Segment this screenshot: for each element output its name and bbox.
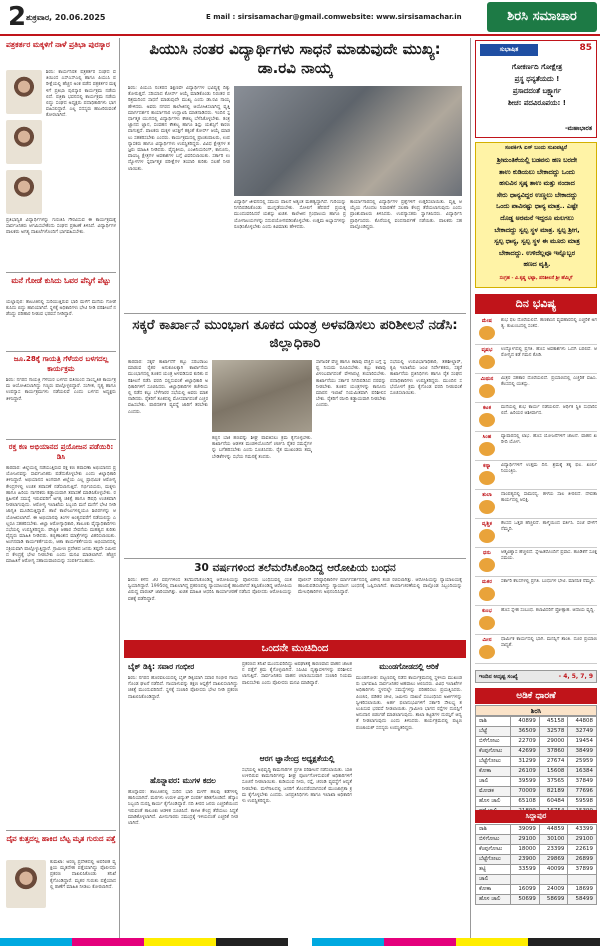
third-text-col2: ಪೊಲೀಸ್ ವರಿಷ್ಠಾಧಿಕಾರಿಗಳ ಮಾರ್ಗದರ್ಶನದಲ್ಲಿ ವಿಶೇಷ ತಂಡ ರಚಿಸಲಾಗಿತ್ತು. ಆರೋಪಿಯನ್ನು ನ್ಯಾಯಾಲಯಕ್ಕೆ ಹಾಜರುಪಡಿಸಲಾಗಿದ್ದು ನ್ಯಾಯಾಂಗ ಬಂಧನಕ್ಕೆ ಒಪ್ಪಿಸಲಾಗಿದೆ. ಕಾರ್ಯಾಚರಣೆಯಲ್ಲಿ ಪಾಲ್ಗೊಂಡ ಸಿಬ್ಬಂದಿಯನ್ನು ಮೇಲಧಿಕಾರಿಗಳು ಅಭಿನಂದಿಸಿದ್ದಾರೆ. bbox=[298, 578, 462, 596]
rate-value: 58699 bbox=[539, 895, 568, 905]
rate-variety: ರಾಶಿ bbox=[476, 717, 511, 727]
zodiac-icon bbox=[479, 645, 495, 659]
right-column bbox=[470, 38, 600, 938]
rate-value: 40099 bbox=[539, 865, 568, 875]
rate-value: 25959 bbox=[568, 757, 597, 767]
rate-value: 29100 bbox=[511, 835, 540, 845]
rate-variety: ಕೆಂಪುಗೋಟು bbox=[476, 845, 511, 855]
band-sub4: ಹೊನ್ನಾವರ: ಮುಗಳ ಕದಲ bbox=[150, 776, 216, 785]
sign-text: ಉದ್ಯೋಗದಲ್ಲಿ ಪ್ರಗತಿ. ಹೊಸ ಅವಕಾಶಗಳು ಒದಗಿ ಬರಲಿವೆ. ಆರೋಗ್ಯದ ಕಡೆ ಗಮನ ಕೊಡಿ. bbox=[501, 347, 597, 359]
rate-value: 22709 bbox=[511, 737, 540, 747]
rate-value: 29100 bbox=[568, 835, 597, 845]
rate-value: 37899 bbox=[568, 865, 597, 875]
sign-text: ಹೊಸ ಸ್ನೇಹ ಸಂಬಂಧ. ಕಲಾವಿದರಿಗೆ ಪ್ರೋತ್ಸಾಹ. ಆದಾಯ ವೃದ್ಧಿ. bbox=[501, 608, 595, 613]
rate-row bbox=[476, 737, 597, 747]
rate-value bbox=[511, 875, 540, 885]
horoscope-title: ದಿನ ಭವಿಷ್ಯ bbox=[515, 297, 557, 310]
promo-line: ಹಣದ ವೃತ್ತಿ. bbox=[523, 260, 551, 269]
rate-value: 44859 bbox=[539, 825, 568, 835]
cont-text-col1b: ಹೊನ್ನಾವರ: ತಾಲೂಕಿನಲ್ಲಿ ಸುರಿದ ಭಾರಿ ಮಳೆಗೆ ಹಲವು ಕಡೆಗಳಲ್ಲಿ ಹಾನಿಯಾಗಿದೆ. ಮರಗಳು ಉರುಳಿ ವಿದ್ಯುತ್ ಸಂಪರ್ಕ ಕಡಿತಗೊಂಡಿದೆ. ಹೆಸ್ಕಾಂ ಸಿಬ್ಬಂದಿ ದುರಸ್ತಿ ಕಾರ್ಯ ಕೈಗೊಂಡಿದ್ದಾರೆ. ನದಿ ತೀರದ ಜನರು ಎಚ್ಚರಿಕೆಯಿಂದ ಇರುವಂತೆ ತಾಲೂಕು ಆಡಳಿತ ಸೂಚಿಸಿದೆ. ಕಾಳಜಿ ಕೇಂದ್ರ ತೆರೆಯಲು ಸಿದ್ಧತೆ ಮಾಡಿಕೊಳ್ಳಲಾಗಿದೆ. ಮೀನುಗಾರರು ಸಮುದ್ರಕ್ಕೆ ಇಳಿಯದಂತೆ ಎಚ್ಚರಿಕೆ ನೀಡಲಾಗಿದೆ. bbox=[128, 790, 238, 827]
rate-row bbox=[476, 727, 597, 737]
quote-box bbox=[475, 40, 597, 138]
sirsi-label-bar bbox=[475, 705, 597, 716]
left-story5-text: ಕುಮಟಾ: ಅರಣ್ಯ ಪ್ರದೇಶದಲ್ಲಿ ಅಪರಿಚಿತ ವ್ಯಕ್ತಿಯ ಮೃತದೇಹ ಪತ್ತೆಯಾಗಿದ್ದು ಪೊಲೀಸರು ಪ್ರಕರಣ ದಾಖಲಿಸಿಕೊಂಡು ತನಿಖೆ ಕೈಗೊಂಡಿದ್ದಾರೆ. ಮೃತರ ಗುರುತು ಪತ್ತೆಯಾದಲ್ಲಿ ಠಾಣೆಗೆ ಮಾಹಿತಿ ನೀಡಲು ಕೋರಲಾಗಿದೆ. bbox=[50, 860, 116, 890]
rate-variety: ತಟ್ಟಿ bbox=[476, 865, 511, 875]
sign-label: ವೃಶ್ಚಿಕ bbox=[482, 521, 492, 527]
rate-value: 50699 bbox=[511, 895, 540, 905]
student-photo-1 bbox=[6, 70, 42, 114]
horoscope-row bbox=[475, 432, 597, 461]
zodiac-icon bbox=[479, 326, 495, 340]
zodiac-icon bbox=[479, 355, 495, 369]
student-photo-2 bbox=[6, 120, 42, 164]
rate-row bbox=[476, 747, 597, 757]
sign-text: ಧಾರ್ಮಿಕ ಕಾರ್ಯದಲ್ಲಿ ಭಾಗಿ. ಮನಸ್ಸಿಗೆ ಶಾಂತಿ. ದೂರ ಪ್ರಯಾಣ ಸಾಧ್ಯತೆ. bbox=[501, 637, 597, 649]
second-text-col2: ಕಬ್ಬಿನ ಬಾಕಿ ಹಣವನ್ನು ಶೀಘ್ರ ಪಾವತಿಸಲು ಕ್ರಮ ಕೈಗೊಳ್ಳಬೇಕು. ಕಾರ್ಖಾನೆಯ ಆಡಳಿತ ಮಂಡಳಿಯೊಂದಿಗೆ ಚರ್ಚಿಸಿ ರೈತರ ಸಮಸ್ಯೆಗಳನ್ನು ಬಗೆಹರಿಸಬೇಕು ಎಂದು ಸೂಚಿಸಿದರು. ರೈತ ಮುಖಂಡರು ತಮ್ಮ ಬೇಡಿಕೆಗಳನ್ನು ಸಭೆಯ ಗಮನಕ್ಕೆ ತಂದರು. bbox=[212, 436, 312, 460]
quote-author: -ಮಹಾಭಾರತ bbox=[564, 125, 592, 132]
promo-line: ಹಸುವಿನ ಸೃಷ್ಠ ತಾಉ ಮತ್ತು ನಂದಾದ bbox=[499, 179, 575, 188]
rate-value: 18000 bbox=[511, 845, 540, 855]
sirsi-table-wrap bbox=[475, 716, 597, 817]
sign-text: ವಿದ್ಯಾರ್ಥಿಗಳಿಗೆ ಉತ್ತಮ ದಿನ. ಶ್ರಮಕ್ಕೆ ತಕ್ಕ ಫಲ. ಖರ್ಚು ನಿಯಂತ್ರಿಸಿ. bbox=[501, 463, 597, 475]
rate-value: 29000 bbox=[539, 737, 568, 747]
rate-value: 39099 bbox=[511, 825, 540, 835]
rate-value: 44808 bbox=[568, 717, 597, 727]
sirsi-label: ಶಿರಸಿ bbox=[530, 707, 542, 715]
rate-variety: ಬೆಟ್ಟೆ bbox=[476, 727, 511, 737]
horoscope-row bbox=[475, 345, 597, 374]
promo-sub: ಸಂಪರ್ಕಿಸಿ ಏಸ್ ಬಂದು ಸುಖಪಟ್ಟರೆ bbox=[505, 145, 567, 151]
quote-line: ಪ್ರಸಾದದಂತೆ ಬಕ್ಷ್ಮಾರ್ಗ bbox=[512, 87, 562, 95]
promo-box bbox=[475, 142, 597, 288]
promo-line: ತಾಉ ಕುಡಿಯಲು ಬೇಕಾದದ್ದು ಒಂದು bbox=[499, 167, 575, 176]
rate-value: 77696 bbox=[568, 787, 597, 797]
siddapur-label-bar bbox=[475, 810, 597, 823]
rate-value: 59598 bbox=[568, 797, 597, 807]
sign-text: ಕೆಲಸದ ಒತ್ತಡ ಹೆಚ್ಚಲಿದೆ. ತಾಳ್ಮೆಯಿಂದ ವರ್ತಿಸಿ. ಸಂಜೆ ವೇಳೆಗೆ ನೆಮ್ಮದಿ. bbox=[501, 521, 597, 533]
sign-label: ಮಿಥುನ bbox=[480, 376, 494, 382]
rate-value: 58499 bbox=[568, 895, 597, 905]
lead-photo bbox=[234, 86, 462, 196]
sign-label: ಕನ್ಯಾ bbox=[483, 463, 491, 469]
sign-label: ಕಟಕ bbox=[482, 405, 492, 411]
left-story1-headline: ಪತ್ರಕರ್ತರ ಮಕ್ಕಳಿಗೆ ನಾಳೆ ಪ್ರತಿಭಾ ಪುರಸ್ಕಾರ bbox=[6, 40, 110, 49]
band-sub3: ಆರಗ ಜ್ಞಾನೇಂದ್ರ ಅಧ್ಯಕ್ಷತೆಯಲ್ಲಿ bbox=[259, 754, 335, 763]
lead-headline: ಪಿಯುಸಿ ನಂತರ ವಿದ್ಯಾರ್ಥಿಗಳು ಸಾಧನೆ ಮಾಡುವುದೇ ಮುಖ್ಯ: ಡಾ.ರವಿ ನಾಯ್ಕ bbox=[149, 40, 441, 77]
rate-value bbox=[539, 875, 568, 885]
rate-value: 38499 bbox=[568, 747, 597, 757]
horoscope-row bbox=[475, 606, 597, 635]
market-header bbox=[475, 688, 597, 704]
rate-value: 43399 bbox=[568, 825, 597, 835]
rate-value: 37849 bbox=[568, 777, 597, 787]
rate-value: 30100 bbox=[539, 835, 568, 845]
sign-label: ಧನು bbox=[483, 550, 491, 556]
zodiac-icon bbox=[479, 384, 495, 398]
rate-row bbox=[476, 845, 597, 855]
rate-value: 42699 bbox=[511, 747, 540, 757]
third-headline: 30 ವರ್ಷಗಳಿಂದ ತಲೆಮರೆಸಿಕೊಂಡಿದ್ದ ಆರೋಪಿಯ ಬಂಧನ bbox=[194, 562, 396, 574]
promo-line: ಬೇಕಾದದ್ದು ಸ್ವಲ್ಪ ಸ್ಥಳ ಮಾತ್ರ. ಸ್ವಲ್ಪ ಶ್ರೀಗ, bbox=[494, 225, 580, 234]
left-story3-headline: ಜೂ.28ಕ್ಕೆ ಗಾಯತ್ರಿ ಗೆಳೆಯರ ಬಳಗದಲ್ಲ ಕಾರ್ಯಕ್ರಮ bbox=[13, 354, 109, 373]
quote-tag: ಸುಭಾಷಿತ bbox=[480, 44, 538, 56]
rate-row bbox=[476, 757, 597, 767]
zodiac-icon bbox=[479, 587, 495, 601]
rate-variety: ಕೋಕಾ bbox=[476, 767, 511, 777]
rate-value: 26899 bbox=[568, 855, 597, 865]
rate-row bbox=[476, 777, 597, 787]
left-story2-headline: ಮನೆ ಗೋಡೆ ಕುಸಿದು ಓವರ ಪೆನ್ಶಿಗೆ ಪೆಟ್ಟು bbox=[11, 276, 111, 285]
promo-line: ಒಂದು ಪಾವಿನಷ್ಟು ಧಾನ್ಯ ಮಾತ್ರ.. ಎಷ್ಟೇ bbox=[496, 202, 578, 211]
siddapur-table-wrap bbox=[475, 824, 597, 905]
lead-story bbox=[124, 38, 466, 312]
issue-date: ಶುಕ್ರವಾರ, 20.06.2025 bbox=[26, 13, 106, 22]
rate-value: 36509 bbox=[511, 727, 540, 737]
rate-variety: ಬೆಟ್ಟೆಗೋಟು bbox=[476, 757, 511, 767]
rate-value: 26109 bbox=[511, 767, 540, 777]
quote-lines bbox=[480, 61, 594, 109]
rate-value: 22619 bbox=[568, 845, 597, 855]
rate-value: 23399 bbox=[539, 845, 568, 855]
second-headline: ಸಕ್ಕರೆ ಕಾರ್ಖಾನೆ ಮುಂಭಾಗ ತೂಕದ ಯಂತ್ರ ಅಳವಡಿಸಲು ಪರಿಶೀಲನೆ ನಡೆಸಿ: ಜಿಲ್ಲಾಧಿಕಾರಿ bbox=[132, 317, 458, 351]
lucky-numbers: - 4, 5, 7, 9 bbox=[558, 673, 593, 680]
horoscope-row bbox=[475, 374, 597, 403]
horoscope-header bbox=[475, 294, 597, 314]
sign-label: ಮಕರ bbox=[481, 579, 492, 585]
zodiac-icon bbox=[479, 413, 495, 427]
lead-text-col2: ವಿದ್ಯಾರ್ಥಿ ಜೀವನದಲ್ಲಿ ಸಮಯ ಪಾಲನೆ ಅತ್ಯಂತ ಮಹತ್ವದ್ದಾಗಿದೆ. ಗುರಿಯನ್ನು ನಿಗದಿಪಡಿಸಿಕೊಂಡು ಮುನ್ನಡೆಯಬೇಕು. ಸೋಲಿಗೆ ಹೆದರದೆ ಪ್ರಯತ್ನ ಮುಂದುವರಿಸಿದರೆ ಯಶಸ್ಸು ಖಚಿತ. ಕಾಲೇಜಿನ ಗ್ರಂಥಾಲಯ ಹಾಗೂ ಪ್ರಯೋಗಾಲಯಗಳನ್ನು ಸದುಪಯೋಗಪಡಿಸಿಕೊಳ್ಳಬೇಕು. ಉತ್ತಮ ಅಭ್ಯಾಸಗಳನ್ನು ರೂಢಿಸಿಕೊಳ್ಳಬೇಕು ಎಂದು ಕಿವಿಮಾತು ಹೇಳಿದರು. bbox=[234, 200, 346, 230]
horoscope-row bbox=[475, 519, 597, 548]
zodiac-icon bbox=[479, 471, 495, 485]
third-text-col1: ಶಿರಸಿ: ಕಳೆದ 30 ವರ್ಷಗಳಿಂದ ತಲೆಮರೆಸಿಕೊಂಡಿದ್ದ ಆರೋಪಿಯನ್ನು ಪೊಲೀಸರು ಬಂಧಿಸುವಲ್ಲಿ ಯಶಸ್ವಿಯಾಗಿದ್ದಾರೆ. 1995ರಲ್ಲಿ ದಾಖಲಾಗಿದ್ದ ಪ್ರಕರಣದಲ್ಲಿ ನ್ಯಾಯಾಲಯಕ್ಕೆ ಹಾಜರಾಗದೆ ತಪ್ಪಿಸಿಕೊಂಡಿದ್ದ ಆರೋಪಿಯ ವಿರುದ್ಧ ವಾರಂಟ್ ಜಾರಿಯಾಗಿತ್ತು. ಖಚಿತ ಮಾಹಿತಿ ಆಧರಿಸಿ ಕಾರ್ಯಾಚರಣೆ ನಡೆಸಿದ ಪೊಲೀಸರು ಆರೋಪಿಯನ್ನು ವಶಕ್ಕೆ ಪಡೆದಿದ್ದಾರೆ. bbox=[128, 578, 292, 602]
zodiac-icon bbox=[479, 442, 495, 456]
rate-value: 39599 bbox=[511, 777, 540, 787]
masthead bbox=[487, 2, 597, 32]
rate-value: 32749 bbox=[568, 727, 597, 737]
sign-label: ಕುಂಭ bbox=[482, 608, 492, 614]
rate-value: 16099 bbox=[511, 885, 540, 895]
third-story bbox=[124, 560, 466, 638]
header-bar bbox=[0, 0, 600, 36]
left-story3-text: ಶಿರಸಿ: ನಗರದ ಗಾಯತ್ರಿ ಗೆಳೆಯರ ಬಳಗದ ವತಿಯಿಂದ ಸಾಂಸ್ಕೃತಿಕ ಕಾರ್ಯಕ್ರಮ ಆಯೋಜಿಸಲಾಗಿದ್ದು ಗಣ್ಯರು ಪಾಲ್ಗೊಳ್ಳಲಿದ್ದಾರೆ. ಸಂಗೀತ, ನೃತ್ಯ ಹಾಗೂ ಉಪನ್ಯಾಸ ಕಾರ್ಯಕ್ರಮಗಳು ನಡೆಯಲಿವೆ ಎಂದು ಬಳಗದ ಅಧ್ಯಕ್ಷರು ತಿಳಿಸಿದ್ದಾರೆ. bbox=[6, 378, 116, 402]
continuation-band bbox=[124, 640, 466, 658]
rate-value: 40899 bbox=[511, 717, 540, 727]
horoscope-row bbox=[475, 548, 597, 577]
rate-variety: ಚಾಲಿ bbox=[476, 777, 511, 787]
rate-variety: ಬಿಳಿಗೋಟು bbox=[476, 835, 511, 845]
cont-text-col1: ಶಿರಸಿ: ನಗರದ ಹೊರವಲಯದಲ್ಲಿ ಬೈಕ್ ಡಿಕ್ಕಿಯಾಗಿ ಸವಾರ ಗಂಭೀರ ಗಾಯಗೊಂಡ ಘಟನೆ ನಡೆದಿದೆ. ಗಾಯಾಳುವನ್ನು ತಕ್ಷಣ ಆಸ್ಪತ್ರೆಗೆ ದಾಖಲಿಸಲಾಗಿದ್ದು ಚಿಕಿತ್ಸೆ ಮುಂದುವರಿದಿದೆ. ಸ್ಥಳಕ್ಕೆ ಸಂಚಾರಿ ಪೊಲೀಸರು ಭೇಟಿ ನೀಡಿ ಪ್ರಕರಣ ದಾಖಲಿಸಿಕೊಂಡಿದ್ದಾರೆ. bbox=[128, 676, 238, 700]
rate-value: 33599 bbox=[511, 865, 540, 875]
siddapur-table bbox=[475, 824, 597, 905]
zodiac-icon bbox=[479, 558, 495, 572]
quote-line: ಗೋಕರ್ಣದಿ ಗೋಕ್ಷೇತ್ರ bbox=[511, 63, 563, 71]
zodiac-icon bbox=[479, 500, 495, 514]
sign-text: ಸರ್ಕಾರಿ ಕೆಲಸಗಳಲ್ಲಿ ಪ್ರಗತಿ. ಬಂಧುಗಳ ಭೇಟಿ. ಮಾನಸಿಕ ನೆಮ್ಮದಿ. bbox=[501, 579, 596, 584]
left-story1-text-b: ಪ್ರತಿಭಾನ್ವಿತ ವಿದ್ಯಾರ್ಥಿಗಳನ್ನು ಗುರುತಿಸಿ ಗೌರವಿಸುವ ಈ ಕಾರ್ಯಕ್ರಮಕ್ಕೆ ಸಾರ್ವಜನಿಕರು ಆಗಮಿಸಬೇಕೆಂದು ಸಂಘದ ಪ್ರಕಟಣೆ ತಿಳಿಸಿದೆ. ವಿದ್ಯಾರ್ಥಿಗಳ ಪಾಲಕರು ಅಗತ್ಯ ದಾಖಲೆಗಳೊಂದಿಗೆ ಭಾಗವಹಿಸಬೇಕು. bbox=[6, 218, 116, 236]
sign-text: ವ್ಯಾಪಾರದಲ್ಲಿ ಲಾಭ. ಹೊಸ ಯೋಜನೆಗಳಿಗೆ ಚಾಲನೆ. ವಾಹನ ಖರೀದಿ ಯೋಗ. bbox=[501, 434, 597, 446]
left-story4-text: ಕಾರವಾರ: ಜಿಲ್ಲೆಯಲ್ಲಿ ನಡೆಯುತ್ತಿರುವ ರಕ್ತ ಕಣ ತಪಾಸಣಾ ಅಭಿಯಾನದ ಪ್ರಯೋಜನವನ್ನು ಸಾರ್ವಜನಿಕರು ಪಡೆದುಕೊಳ್ಳಬೇಕು ಎಂದು ಜಿಲ್ಲಾಧಿಕಾರಿ ತಿಳಿಸಿದ್ದಾರೆ. ಅಭಿಯಾನದ ಅಂಗವಾಗಿ ಜಿಲ್ಲೆಯ ಎಲ್ಲ ಪ್ರಾಥಮಿಕ ಆರೋಗ್ಯ ಕೇಂದ್ರಗಳಲ್ಲಿ ಉಚಿತ ತಪಾಸಣೆ ನಡೆಸಲಾಗುತ್ತಿದೆ. ಗರ್ಭಿಣಿಯರು, ಮಕ್ಕಳು ಹಾಗೂ ಹಿರಿಯ ನಾಗರಿಕರು ಕಡ್ಡಾಯವಾಗಿ ತಪಾಸಣೆ ಮಾಡಿಸಿಕೊಳ್ಳಬೇಕು. ರಕ್ತಹೀನತೆ ಸಮಸ್ಯೆ ಇರುವವರಿಗೆ ಅಗತ್ಯ ಚಿಕಿತ್ಸೆ ಹಾಗೂ ಔಷಧಿ ಉಚಿತವಾಗಿ ನೀಡಲಾಗುವುದು. ಆರೋಗ್ಯ ಇಲಾಖೆಯ ಸಿಬ್ಬಂದಿ ಮನೆ ಮನೆಗೆ ಭೇಟಿ ನೀಡಿ ಜಾಗೃತಿ ಮೂಡಿಸುತ್ತಿದ್ದಾರೆ. ಶಾಲೆ ಕಾಲೇಜುಗಳಲ್ಲಿಯೂ ಶಿಬಿರಗಳನ್ನು ಆಯೋಜಿಸಲಾಗಿದೆ. ಈ ಅಭಿಯಾನವು ತಿಂಗಳ ಅಂತ್ಯದವರೆಗೆ ನಡೆಯಲಿದ್ದು ಎಲ್ಲರೂ ಸಹಕರಿಸಬೇಕು. ಜಿಲ್ಲಾ ಆರೋಗ್ಯಾಧಿಕಾರಿ, ತಾಲೂಕು ವೈದ್ಯಾಧಿಕಾರಿಗಳು ಸಭೆಯಲ್ಲಿ ಉಪಸ್ಥಿತರಿದ್ದರು. ಪೌಷ್ಟಿಕ ಆಹಾರ ಸೇವನೆಯ ಮಹತ್ವದ ಕುರಿತು ವೈದ್ಯರು ಮಾಹಿತಿ ನೀಡಿದರು. ಕಬ್ಬಿಣಾಂಶದ ಮಾತ್ರೆಗಳನ್ನು ವಿತರಿಸಲಾಯಿತು. ಅಂಗನವಾಡಿ ಕಾರ್ಯಕರ್ತೆಯರು, ಆಶಾ ಕಾರ್ಯಕರ್ತೆಯರು ಅಭಿಯಾನದಲ್ಲಿ ಸಕ್ರಿಯವಾಗಿ ಪಾಲ್ಗೊಳ್ಳುತ್ತಿದ್ದಾರೆ. ಗ್ರಾಮೀಣ ಪ್ರದೇಶದ ಜನರು ತಪ್ಪದೇ ಸಮೀಪದ ಕೇಂದ್ರಕ್ಕೆ ಭೇಟಿ ನೀಡಬೇಕು ಎಂದು ಮನವಿ ಮಾಡಲಾಗಿದೆ. ಹೆಚ್ಚಿನ ಮಾಹಿತಿಗೆ ಆರೋಗ್ಯ ಸಹಾಯವಾಣಿಯನ್ನು ಸಂಪರ್ಕಿಸಬಹುದು. bbox=[6, 466, 116, 565]
left-story5-headline: ದೈವ ಕುತ್ತದಲ್ಲ ಹಾಕಿದ ಬೆಟ್ಟ ಮೃತ ಗುರುದ ಪತ್ತೆ bbox=[6, 834, 116, 843]
horoscope-row bbox=[475, 461, 597, 490]
rate-row bbox=[476, 855, 597, 865]
sign-text: ಶುಭ ಫಲ ದೊರೆಯಲಿದೆ. ಹಣಕಾಸಿನ ವ್ಯವಹಾರದಲ್ಲಿ ಎಚ್ಚರಿಕೆ ಅಗತ್ಯ. ಕುಟುಂಬದಲ್ಲಿ ಸಂತಸ. bbox=[501, 318, 597, 330]
sign-text: ಮನೆಯಲ್ಲಿ ಶುಭ ಕಾರ್ಯ ನಡೆಯಲಿದೆ. ಆರ್ಥಿಕ ಸ್ಥಿತಿ ಸುಧಾರಿಸಲಿದೆ. ಹಿರಿಯರ ಆಶೀರ್ವಾದ. bbox=[501, 405, 597, 417]
rate-row bbox=[476, 825, 597, 835]
masthead-title: ಶಿರಸಿ ಸಮಾಚಾರ bbox=[507, 9, 577, 24]
promo-line: ದೊಡ್ಡ ಅರಮನೆ ಇದ್ದರೂ ಮಲಗಲು bbox=[500, 213, 574, 222]
lead-text-col1: ಶಿರಸಿ: ಪಿಯುಸಿ ನಂತರದ ಶಿಕ್ಷಣವೇ ವಿದ್ಯಾರ್ಥಿಗಳ ಭವಿಷ್ಯಕ್ಕೆ ದಿಕ್ಕು ತೋರುತ್ತದೆ. ಸರಿಯಾದ ಕೋರ್ಸ್ ಆಯ್ಕೆ ಮಾಡಿಕೊಂಡು ನಿರಂತರ ಪರಿಶ್ರಮದಿಂದ ಸಾಧನೆ ಮಾಡುವುದೇ ಮುಖ್ಯ ಎಂದು ಡಾ.ರವಿ ನಾಯ್ಕ ಹೇಳಿದರು. ಅವರು ನಗರದ ಕಾಲೇಜಿನಲ್ಲಿ ಆಯೋಜಿಸಲಾಗಿದ್ದ ವೃತ್ತಿ ಮಾರ್ಗದರ್ಶನ ಕಾರ್ಯಾಗಾರ ಉದ್ಘಾಟಿಸಿ ಮಾತನಾಡಿದರು. ಇಂದಿನ ಸ್ಪರ್ಧಾತ್ಮಕ ಯುಗದಲ್ಲಿ ವಿದ್ಯಾರ್ಥಿಗಳು ಕೌಶಲ್ಯ ಬೆಳೆಸಿಕೊಳ್ಳಬೇಕು. ತಂತ್ರಜ್ಞಾನದ ಜ್ಞಾನ, ಸಂವಹನ ಕೌಶಲ್ಯ ಹಾಗೂ ಶಿಸ್ತು ಯಶಸ್ಸಿಗೆ ಕಾರಣವಾಗುತ್ತದೆ. ಪಾಲಕರು ಮಕ್ಕಳ ಆಸಕ್ತಿಗೆ ತಕ್ಕಂತೆ ಕೋರ್ಸ್ ಆಯ್ಕೆ ಮಾಡಲು ಸಹಕರಿಸಬೇಕು ಎಂದರು. ಕಾರ್ಯಕ್ರಮದಲ್ಲಿ ಪ್ರಾಂಶುಪಾಲರು, ಉಪನ್ಯಾಸಕರು ಹಾಗೂ ವಿದ್ಯಾರ್ಥಿಗಳು ಉಪಸ್ಥಿತರಿದ್ದರು. ವಿವಿಧ ಕ್ಷೇತ್ರಗಳ ತಜ್ಞರು ಮಾಹಿತಿ ನೀಡಿದರು. ವೈದ್ಯಕೀಯ, ಎಂಜಿನಿಯರಿಂಗ್, ಕಾನೂನು, ವಾಣಿಜ್ಯ ಕ್ಷೇತ್ರಗಳ ಅವಕಾಶಗಳ ಬಗ್ಗೆ ವಿವರಿಸಲಾಯಿತು. ಸರ್ಕಾರಿ ಉದ್ಯೋಗಗಳ ಸ್ಪರ್ಧಾತ್ಮಕ ಪರೀಕ್ಷೆಗಳ ತಯಾರಿ ಕುರಿತು ಸಲಹೆ ನೀಡಲಾಯಿತು. bbox=[128, 86, 230, 172]
sign-label: ವೃಷಭ bbox=[481, 347, 493, 353]
rate-row bbox=[476, 885, 597, 895]
rate-variety: ಮೋಡಕ bbox=[476, 787, 511, 797]
rate-value: 37860 bbox=[539, 747, 568, 757]
header-website[interactable]: website: www.sirsisamachar.in bbox=[340, 13, 462, 21]
rate-value: 70009 bbox=[511, 787, 540, 797]
sign-text: ಮಿತ್ರರ ಸಹಕಾರ ದೊರೆಯಲಿದೆ. ಪ್ರಯಾಣದಲ್ಲಿ ಎಚ್ಚರಿಕೆ ವಹಿಸಿ. ಕೆಲಸದಲ್ಲಿ ಯಶಸ್ಸು. bbox=[501, 376, 597, 388]
sign-label: ತುಲಾ bbox=[482, 492, 492, 498]
cont-text-col2: ಪ್ರಕರಣದ ತನಿಖೆ ಮುಂದುವರಿದಿದ್ದು ಅಪಘಾತಕ್ಕೆ ಕಾರಣವಾದ ವಾಹನ ಚಾಲಕನ ಪತ್ತೆಗೆ ಕ್ರಮ ಕೈಗೊಳ್ಳಲಾಗಿದೆ. ಸಿಸಿಟಿವಿ ದೃಶ್ಯಾವಳಿಗಳನ್ನು ಪರಿಶೀಲಿಸಲಾಗುತ್ತಿದೆ. ಸಾರ್ವಜನಿಕರು ವಾಹನ ಚಲಾಯಿಸುವಾಗ ಸಂಚಾರಿ ನಿಯಮ ಪಾಲಿಸಬೇಕು ಎಂದು ಪೊಲೀಸರು ಮನವಿ ಮಾಡಿದ್ದಾರೆ. bbox=[242, 662, 352, 686]
promo-lines bbox=[479, 155, 595, 271]
siddapur-label: ಸಿದ್ದಾಪುರ bbox=[525, 812, 547, 820]
promo-line: ಸೇರು ಧಾನ್ಯವಿದ್ದರ ಉಣ್ಣಲು ಬೇಕಾದದ್ದು bbox=[496, 190, 578, 199]
sign-label: ಸಿಂಹ bbox=[482, 434, 492, 440]
sign-label: ಮೇಷ bbox=[481, 318, 493, 324]
rate-value: 65108 bbox=[511, 797, 540, 807]
rate-value: 19454 bbox=[568, 737, 597, 747]
rate-value: 27674 bbox=[539, 757, 568, 767]
rate-value: 23900 bbox=[511, 855, 540, 865]
horoscope-row bbox=[475, 403, 597, 432]
rate-value: 31299 bbox=[511, 757, 540, 767]
rate-value: 15608 bbox=[539, 767, 568, 777]
rate-value: 32578 bbox=[539, 727, 568, 737]
promo-line: ಶ್ರೀಮಂತಿಕೆಯಲ್ಲಿ ಬಡವನು ಹಣ ಬರದೇ bbox=[496, 156, 578, 164]
sirsi-table bbox=[475, 716, 597, 817]
second-text-col1: ಕಾರವಾರ: ಸಕ್ಕರೆ ಕಾರ್ಖಾನೆಗೆ ಕಬ್ಬು ಸರಬರಾಜು ಮಾಡುವ ರೈತರ ಅನುಕೂಲಕ್ಕಾಗಿ ಕಾರ್ಖಾನೆಯ ಮುಂಭಾಗದಲ್ಲಿ ತೂಕದ ಯಂತ್ರ ಅಳವಡಿಸುವ ಕುರಿತು ಪರಿಶೀಲನೆ ನಡೆಸಿ ವರದಿ ಸಲ್ಲಿಸುವಂತೆ ಜಿಲ್ಲಾಧಿಕಾರಿ ಅಧಿಕಾರಿಗಳಿಗೆ ಸೂಚಿಸಿದರು. ಜಿಲ್ಲಾಧಿಕಾರಿಗಳ ಕಚೇರಿಯಲ್ಲಿ ನಡೆದ ಕಬ್ಬು ಬೆಳೆಗಾರರ ಸಭೆಯಲ್ಲಿ ಅವರು ಮಾತನಾಡಿದರು. ರೈತರಿಗೆ ತೂಕದಲ್ಲಿ ಮೋಸವಾಗದಂತೆ ಎಚ್ಚರ ವಹಿಸಬೇಕು. ಪಾರದರ್ಶಕ ವ್ಯವಸ್ಥೆ ಜಾರಿಗೆ ತರಬೇಕು ಎಂದರು. bbox=[128, 360, 208, 415]
band-title: ಒಂದನೇ ಮುಚಿದಿಂದ bbox=[261, 643, 329, 654]
zodiac-icon bbox=[479, 616, 495, 630]
second-story bbox=[124, 316, 466, 556]
rate-value: 29869 bbox=[539, 855, 568, 865]
rate-variety: ಚಾಲಿ bbox=[476, 875, 511, 885]
band-sub2: ಮುಂಡಗೋಡದಲ್ಲಿ ಆರಿಕೆ bbox=[379, 662, 439, 671]
obituary-photo bbox=[6, 860, 46, 908]
rate-row bbox=[476, 865, 597, 875]
zodiac-icon bbox=[479, 529, 495, 543]
continuation-section bbox=[124, 660, 466, 936]
sign-text: ಆತ್ಮವಿಶ್ವಾಸ ಹೆಚ್ಚಲಿದೆ. ಸ್ನೇಹಿತರೊಂದಿಗೆ ಪ್ರವಾಸ. ಹೂಡಿಕೆಗೆ ಸೂಕ್ತ ಸಮಯ. bbox=[501, 550, 597, 562]
promo-line: ಬೇಕಾದದ್ದು. ಉಳಿದೆಲ್ಲವೂ ಇನ್ನೊಬ್ಬರ bbox=[498, 248, 576, 257]
promo-line: ಸ್ವಲ್ಪ ಧಾನ್ಯ, ಸ್ವಲ್ಪ ಸ್ಥಳ ಈ ಮೂರು ಮಾತ್ರ bbox=[494, 237, 580, 246]
rate-value: 45158 bbox=[539, 717, 568, 727]
sign-label: ಮೀನ bbox=[482, 637, 492, 643]
quote-number: 85 bbox=[579, 43, 592, 53]
rate-variety: ಹೊಸ ಚಾಲಿ bbox=[476, 797, 511, 807]
promo-credit: ಸಂಗ್ರಹ - ವಿ.ಕೃಷ್ಣ ಭಟ್ಟಾ, ಪರಿಶೀಲನೆ ಶ್ರೀ ಹೆಮ್ಮಿಗೆ bbox=[499, 276, 573, 281]
rate-variety: ಬಿಳೆಗೋಟು bbox=[476, 737, 511, 747]
rate-value: 82189 bbox=[539, 787, 568, 797]
rate-row bbox=[476, 875, 597, 885]
bottom-strip bbox=[0, 938, 600, 946]
market-title: ಅಡಿಕೆ ಧಾರಣೆ bbox=[516, 691, 556, 701]
horoscope-row bbox=[475, 635, 597, 664]
lucky-number-bar bbox=[475, 670, 597, 683]
rate-row bbox=[476, 797, 597, 807]
second-text-col3: ಸಾಗಾಣಿಕೆ ವೆಚ್ಚ ಹಾಗೂ ಕಟಾವು ವೆಚ್ಚದ ಬಗ್ಗೆ ಸ್ಪಷ್ಟ ನಿಯಮ ರೂಪಿಸಬೇಕು. ಕಬ್ಬು ಕಟಾವು ವಿಳಂಬವಾಗದಂತೆ ವೇಳಾಪಟ್ಟಿ ತಯಾರಿಸಬೇಕು. ಕಾರ್ಖಾನೆಯು ಸರ್ಕಾರ ನಿಗದಿಪಡಿಸಿದ ದರವನ್ನು ನೀಡಬೇಕು. ತೂಕದ ಯಂತ್ರಗಳನ್ನು ಕಾನೂನು ಮಾಪನ ಇಲಾಖೆ ನಿಯಮಿತವಾಗಿ ಪರಿಶೀಲಿಸಬೇಕು. ರೈತರಿಗೆ ರಸೀದಿ ಕಡ್ಡಾಯವಾಗಿ ನೀಡಬೇಕು ಎಂದರು. bbox=[316, 360, 386, 409]
lead-text-col3: ಕಾರ್ಯಾಗಾರದಲ್ಲಿ ವಿದ್ಯಾರ್ಥಿಗಳ ಪ್ರಶ್ನೆಗಳಿಗೆ ಉತ್ತರಿಸಲಾಯಿತು. ವೃತ್ತಿ ಆಯ್ಕೆಯ ಗೊಂದಲ ನಿವಾರಣೆಗೆ ಸಲಹಾ ಕೇಂದ್ರ ತೆರೆಯಲಾಗುವುದು ಎಂದು ಪ್ರಾಂಶುಪಾಲರು ತಿಳಿಸಿದರು. ಉಪನ್ಯಾಸಕರು ಸ್ವಾಗತಿಸಿದರು. ವಿದ್ಯಾರ್ಥಿನಿ ಪ್ರಾರ್ಥಿಸಿದರು. ಕೊನೆಯಲ್ಲಿ ವಂದನಾರ್ಪಣೆ ನಡೆಯಿತು. ಪಾಲಕರು ಸಹ ಪಾಲ್ಗೊಂಡಿದ್ದರು. bbox=[350, 200, 462, 230]
student-photo-3 bbox=[6, 170, 42, 214]
rate-value bbox=[568, 875, 597, 885]
rate-value: 60484 bbox=[539, 797, 568, 807]
rate-row bbox=[476, 717, 597, 727]
rate-row bbox=[476, 787, 597, 797]
rate-variety: ಹೊಸ ಚಾಲಿ bbox=[476, 895, 511, 905]
rate-value: 24009 bbox=[539, 885, 568, 895]
rate-row bbox=[476, 835, 597, 845]
rate-variety: ಕೆಂಪುಗೋಟು bbox=[476, 747, 511, 757]
lucky-label: ಇಂದಿನ ಅದೃಷ್ಟ ಸಂಖ್ಯೆ bbox=[479, 674, 518, 680]
cont-text-col2b: ಸಭೆಯಲ್ಲಿ ಅಭಿವೃದ್ಧಿ ಕಾಮಗಾರಿಗಳ ಪ್ರಗತಿ ಪರಿಶೀಲನೆ ನಡೆಸಲಾಯಿತು. ಬಾಕಿ ಉಳಿದಿರುವ ಕಾಮಗಾರಿಗಳನ್ನು ಶೀಘ್ರ ಪೂರ್ಣಗೊಳಿಸುವಂತೆ ಅಧಿಕಾರಿಗಳಿಗೆ ಸೂಚನೆ ನೀಡಲಾಯಿತು. ಕುಡಿಯುವ ನೀರು, ರಸ್ತೆ, ಚರಂಡಿ ವ್ಯವಸ್ಥೆಗೆ ಆದ್ಯತೆ ನೀಡಬೇಕು. ಮಳೆಗಾಲದಲ್ಲಿ ಜನರಿಗೆ ತೊಂದರೆಯಾಗದಂತೆ ಮುಂಜಾಗ್ರತಾ ಕ್ರಮ ಕೈಗೊಳ್ಳಬೇಕು ಎಂದರು. ಜನಪ್ರತಿನಿಧಿಗಳು ಹಾಗೂ ಇಲಾಖಾ ಅಧಿಕಾರಿಗಳು ಉಪಸ್ಥಿತರಿದ್ದರು. bbox=[242, 768, 352, 805]
rate-variety: ಕೋಕಾ bbox=[476, 885, 511, 895]
quote-line: ಶೀಚ: ಪದವಿರೂಪಯ: ! bbox=[508, 99, 566, 107]
left-story1-text: ಶಿರಸಿ: ಕಾರ್ಯನಿರತ ಪತ್ರಕರ್ತರ ಸಂಘದ ವತಿಯಿಂದ ಎಸ್ಎಸ್ಎಲ್ಸಿ ಹಾಗೂ ಪಿಯುಸಿ ಪರೀಕ್ಷೆಯಲ್ಲಿ ಹೆಚ್ಚಿನ ಅಂಕ ಪಡೆದ ಪತ್ರಕರ್ತರ ಮಕ್ಕಳಿಗೆ ಪ್ರತಿಭಾ ಪುರಸ್ಕಾರ ಕಾರ್ಯಕ್ರಮ ನಡೆಯಲಿದೆ. ಪತ್ರಿಕಾ ಭವನದಲ್ಲಿ ಕಾರ್ಯಕ್ರಮ ನಡೆಯಲಿದ್ದು ಸಂಘದ ಅಧ್ಯಕ್ಷರು ಪದಾಧಿಕಾರಿಗಳು ಭಾಗವಹಿಸಲಿದ್ದಾರೆ. ಎಲ್ಲ ಸದಸ್ಯರು ಹಾಜರಿರುವಂತೆ ಕೋರಲಾಗಿದೆ. bbox=[46, 70, 116, 119]
horoscope-list bbox=[475, 316, 597, 668]
rate-variety: ರಾಶಿ bbox=[476, 825, 511, 835]
band-sub1: ಬೈಕ್ ಡಿಕ್ಕಿ: ಸವಾರ ಗಂಭೀರ bbox=[128, 662, 195, 671]
rate-value: 16384 bbox=[568, 767, 597, 777]
rate-variety: ಬೆಟ್ಟೆಗೋಟು bbox=[476, 855, 511, 865]
horoscope-row bbox=[475, 577, 597, 606]
left-story4-headline: ರಕ್ತ ಕಣ ಅಭಿಯಾನದ ಪ್ರಯೋಜನ ಪಡೆಯಿರಿ: ಡಿಸಿ bbox=[8, 442, 114, 461]
page-number: 2 bbox=[8, 2, 27, 32]
cont-text-col3: ಮುಂಡಗೋಡ: ಪಟ್ಟಣದಲ್ಲಿ ನಡೆದ ಕಾರ್ಯಕ್ರಮದಲ್ಲಿ ಸ್ಥಳೀಯ ಮುಖಂಡರು ಭಾಗವಹಿಸಿ ಸಾರ್ವಜನಿಕರ ಅಹವಾಲು ಆಲಿಸಿದರು. ವಿವಿಧ ಇಲಾಖೆಗಳ ಅಧಿಕಾರಿಗಳು ಸ್ಥಳದಲ್ಲೇ ಸಮಸ್ಯೆಗಳನ್ನು ಪರಿಹರಿಸಲು ಪ್ರಯತ್ನಿಸಿದರು. ಪಿಂಚಣಿ, ಪಡಿತರ ಚೀಟಿ, ಜಮೀನು ದಾಖಲೆ ಸಂಬಂಧಿಸಿದ ಅರ್ಜಿಗಳನ್ನು ಸ್ವೀಕರಿಸಲಾಯಿತು. ಅರ್ಹ ಫಲಾನುಭವಿಗಳಿಗೆ ಸರ್ಕಾರಿ ಸೌಲಭ್ಯ ತಲುಪಿಸುವ ಭರವಸೆ ನೀಡಲಾಯಿತು. ಗ್ರಾಮೀಣ ಭಾಗದ ರಸ್ತೆಗಳ ದುರಸ್ತಿಗೆ ಅನುದಾನ ಬಿಡುಗಡೆ ಮಾಡಲಾಗುವುದು. ಶಾಲಾ ಕಟ್ಟಡಗಳ ದುರಸ್ತಿಗೆ ಆದ್ಯತೆ ನೀಡಲಾಗುವುದು ಎಂದು ತಿಳಿಸಿದರು. ಕಾರ್ಯಕ್ರಮದಲ್ಲಿ ಪಟ್ಟಣ ಪಂಚಾಯತ್ ಸದಸ್ಯರು ಉಪಸ್ಥಿತರಿದ್ದರು. bbox=[356, 676, 462, 731]
rate-row bbox=[476, 895, 597, 905]
left-story2-text: ಯಲ್ಲಾಪುರ: ತಾಲೂಕಿನಲ್ಲಿ ಸುರಿಯುತ್ತಿರುವ ಭಾರಿ ಮಳೆಗೆ ಮನೆಯ ಗೋಡೆ ಕುಸಿದು ಬಿದ್ದು ಹಾನಿಯಾಗಿದೆ. ಸ್ಥಳಕ್ಕೆ ಅಧಿಕಾರಿಗಳು ಭೇಟಿ ನೀಡಿ ಪರಿಶೀಲನೆ ನಡೆಸಿದ್ದು ಪರಿಹಾರ ನೀಡುವ ಭರವಸೆ ನೀಡಿದ್ದಾರೆ. bbox=[6, 300, 116, 318]
header-email[interactable]: E mail : sirsisamachar@gmail.com bbox=[206, 13, 341, 21]
second-text-col4: ಸಭೆಯಲ್ಲಿ ಉಪವಿಭಾಗಾಧಿಕಾರಿ, ತಹಶೀಲ್ದಾರ್, ಕೃಷಿ ಇಲಾಖೆಯ ಜಂಟಿ ನಿರ್ದೇಶಕರು, ಸಕ್ಕರೆ ಕಾರ್ಖಾನೆಯ ಪ್ರತಿನಿಧಿಗಳು ಹಾಗೂ ರೈತ ಸಂಘದ ಪದಾಧಿಕಾರಿಗಳು ಉಪಸ್ಥಿತರಿದ್ದರು. ಮುಂದಿನ ಸಭೆಯೊಳಗೆ ಕ್ರಮ ಕೈಗೊಂಡ ವರದಿ ನೀಡುವಂತೆ ಸೂಚಿಸಲಾಯಿತು. bbox=[390, 360, 462, 397]
left-column bbox=[0, 38, 120, 938]
rate-row bbox=[476, 767, 597, 777]
horoscope-row bbox=[475, 490, 597, 519]
second-photo bbox=[212, 360, 312, 432]
sign-text: ದಾಂಪತ್ಯದಲ್ಲಿ ಸಾಮರಸ್ಯ. ಹಳೆಯ ಸಾಲ ತೀರಲಿದೆ. ದೇವತಾ ಕಾರ್ಯದಲ್ಲಿ ಆಸಕ್ತಿ. bbox=[501, 492, 597, 504]
rate-value: 37565 bbox=[539, 777, 568, 787]
horoscope-row bbox=[475, 316, 597, 345]
quote-line: ಪ್ರಸ್ಥ ಧನ್ಯತೆಯದು ! bbox=[514, 75, 560, 83]
rate-value: 18699 bbox=[568, 885, 597, 895]
